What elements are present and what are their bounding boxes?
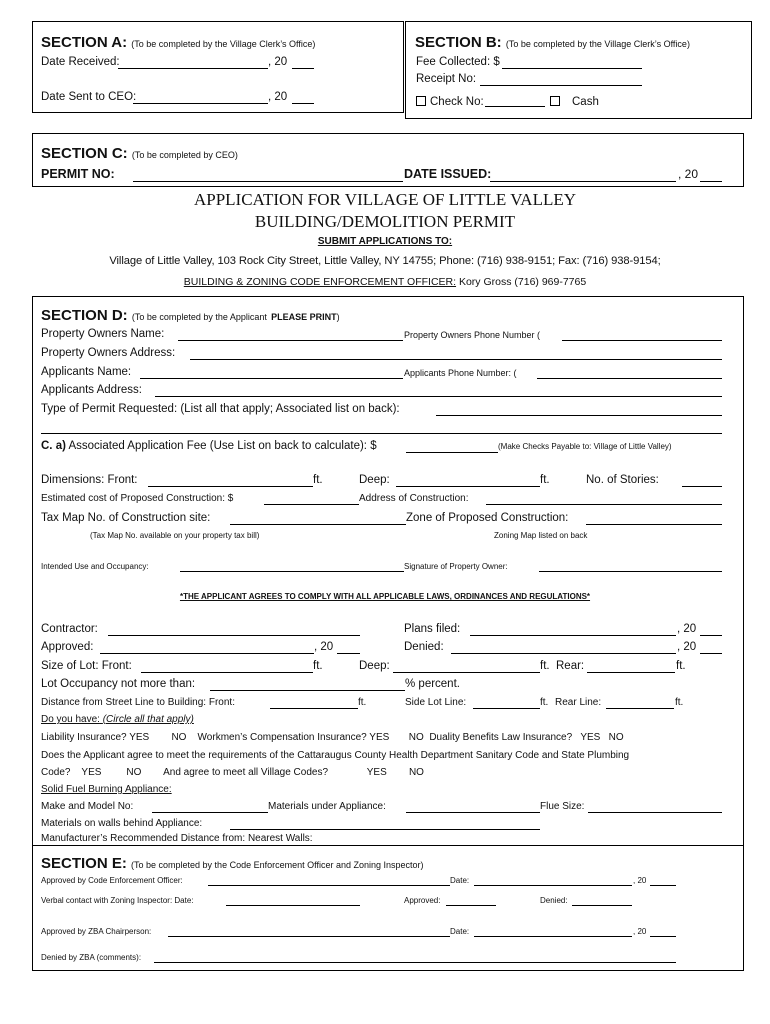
approved-label: Approved: [41, 641, 94, 653]
owner-name-label: Property Owners Name: [41, 328, 165, 340]
est-cost-label: Estimated cost of Proposed Construction: $ [41, 493, 234, 504]
applicant-phone-field[interactable] [537, 378, 722, 379]
zba-approved-label: Approved by ZBA Chairperson: [41, 927, 152, 936]
verbal-contact-date-field[interactable] [226, 905, 360, 906]
check-no-option[interactable]: Check No: [416, 96, 484, 109]
distance-front-field[interactable] [270, 708, 358, 709]
date-received-field[interactable] [118, 68, 268, 69]
fee-collected-field[interactable] [502, 68, 642, 69]
owner-name-field[interactable] [178, 340, 403, 341]
section-c-title: SECTION C: (To be completed by CEO) [41, 145, 238, 162]
date-sent-label: Date Sent to CEO: [41, 91, 137, 103]
solid-fuel-heading: Solid Fuel Burning Appliance: [41, 784, 172, 795]
section-b-title: SECTION B: (To be completed by the Village Clerk’s Office) [415, 34, 690, 51]
zba-date-field[interactable] [474, 936, 632, 937]
fee-collected-label: Fee Collected: $ [416, 56, 500, 68]
agree-statement: *THE APPLICANT AGREES TO COMPLY WITH ALL APPLICABLE LAWS, ORDINANCES AND REGULATIONS* [179, 592, 591, 601]
date-sent-year-field[interactable] [292, 103, 314, 104]
dim-front-field[interactable] [148, 486, 313, 487]
zba-date-year-field[interactable] [650, 936, 676, 937]
lot-deep-field[interactable] [393, 672, 540, 673]
date-sent-year: , 20 [268, 91, 288, 103]
dim-deep-ft: ft. [540, 474, 550, 486]
flue-size-label: Flue Size: [540, 801, 585, 812]
check-no-checkbox[interactable] [416, 96, 426, 106]
make-model-label: Make and Model No: [41, 801, 134, 812]
side-lot-field[interactable] [473, 708, 540, 709]
plans-filed-field[interactable] [470, 635, 676, 636]
ceo-date-label: Date: [450, 876, 470, 885]
permit-no-label: PERMIT NO: [41, 167, 115, 181]
permit-type-field-2[interactable] [41, 433, 722, 434]
contractor-label: Contractor: [41, 623, 98, 635]
zba-date-year: , 20 [633, 927, 647, 936]
zba-approved-field[interactable] [168, 936, 450, 937]
construction-address-label: Address of Construction: [359, 493, 469, 504]
date-issued-year: , 20 [678, 167, 699, 181]
applicant-address-label: Applicants Address: [41, 384, 143, 396]
page-subtitle: BUILDING/DEMOLITION PERMIT [254, 212, 516, 231]
materials-under-field[interactable] [406, 812, 540, 813]
applicant-name-field[interactable] [140, 378, 403, 379]
materials-walls-field[interactable] [230, 829, 540, 830]
signature-label: Signature of Property Owner: [404, 562, 508, 571]
cash-option[interactable]: Cash [550, 96, 599, 109]
date-received-year: , 20 [268, 56, 288, 68]
denied-field[interactable] [451, 653, 676, 654]
application-fee-field[interactable] [406, 452, 498, 453]
lot-occupancy-field[interactable] [210, 690, 405, 691]
ceo-date-year-field[interactable] [650, 885, 676, 886]
dim-deep-field[interactable] [396, 486, 540, 487]
receipt-no-label: Receipt No: [416, 73, 477, 85]
denied-year-field[interactable] [700, 653, 722, 654]
est-cost-field[interactable] [264, 504, 359, 505]
insurance-line[interactable]: Liability Insurance? YES NO Workmen’s Compensation Insurance? YES NO Duality Benefits Law Insurance? YES NO [41, 732, 624, 743]
receipt-no-field[interactable] [480, 85, 642, 86]
rear-line-label: Rear Line: [555, 697, 602, 708]
plans-filed-year: , 20 [677, 623, 697, 635]
zba-denied-label: Denied by ZBA (comments): [41, 953, 142, 962]
officer-line: BUILDING & ZONING CODE ENFORCEMENT OFFICER: Kory Gross (716) 969-7765 [183, 276, 587, 288]
stories-label: No. of Stories: [586, 474, 659, 486]
denied-year: , 20 [677, 641, 697, 653]
zone-label: Zone of Proposed Construction: [406, 512, 569, 524]
rear-line-ft: ft. [675, 697, 684, 708]
rear-line-field[interactable] [606, 708, 674, 709]
lot-occupancy-label: Lot Occupancy not more than: [41, 678, 196, 690]
denied-label: Denied: [404, 641, 444, 653]
materials-walls-label: Materials on walls behind Appliance: [41, 818, 203, 829]
lot-deep-label: Deep: [359, 660, 390, 672]
cash-checkbox[interactable] [550, 96, 560, 106]
owner-address-label: Property Owners Address: [41, 347, 176, 359]
dim-deep-label: Deep: [359, 474, 390, 486]
health-code-line-2[interactable]: Code? YES NO And agree to meet all Village Codes? YES NO [41, 767, 424, 778]
side-lot-label: Side Lot Line: [405, 697, 467, 708]
make-model-field[interactable] [152, 812, 268, 813]
construction-address-field[interactable] [486, 504, 722, 505]
zba-date-label: Date: [450, 927, 470, 936]
dim-front-label: Dimensions: Front: [41, 474, 138, 486]
approved-year: , 20 [314, 641, 334, 653]
side-lot-ft: ft. [540, 697, 549, 708]
intended-use-field[interactable] [180, 571, 404, 572]
date-issued-label: DATE ISSUED: [404, 167, 492, 181]
verbal-contact-label: Verbal contact with Zoning Inspector: Date: [41, 896, 194, 905]
date-issued-field[interactable] [490, 181, 676, 182]
ceo-approved-field[interactable] [208, 885, 450, 886]
tax-map-field[interactable] [230, 524, 406, 525]
contractor-field[interactable] [108, 635, 360, 636]
ceo-approved-label: Approved by Code Enforcement Officer: [41, 876, 183, 885]
date-sent-field[interactable] [133, 103, 268, 104]
verbal-denied-field[interactable] [572, 905, 632, 906]
health-code-line-1: Does the Applicant agree to meet the requirements of the Cattaraugus County Health Department Sanitary Code and State Plumbing [41, 750, 630, 761]
zoning-note: Zoning Map listed on back [494, 531, 588, 540]
materials-under-label: Materials under Appliance: [268, 801, 386, 812]
percent-label: % percent. [405, 678, 460, 690]
owner-address-field[interactable] [190, 359, 722, 360]
dim-front-ft: ft. [313, 474, 323, 486]
do-you-have-label: Do you have: (Circle all that apply) [41, 714, 194, 725]
applicant-name-label: Applicants Name: [41, 366, 132, 378]
manufacturer-distance-label: Manufacturer’s Recommended Distance from: Nearest Walls: [41, 833, 313, 844]
applicant-address-field[interactable] [155, 396, 722, 397]
tax-map-label: Tax Map No. of Construction site: [41, 512, 211, 524]
date-issued-year-field[interactable] [700, 181, 722, 182]
permit-no-field[interactable] [133, 181, 403, 182]
owner-phone-field[interactable] [562, 340, 722, 341]
verbal-denied-label: Denied: [540, 896, 568, 905]
section-a-title: SECTION A: (To be completed by the Village Clerk’s Office) [41, 34, 316, 51]
lot-front-field[interactable] [141, 672, 313, 673]
verbal-approved-label: Approved: [404, 896, 441, 905]
lot-rear-label: Rear: [556, 660, 585, 672]
fee-line: C. a) Associated Application Fee (Use List on back to calculate): $ [41, 440, 377, 452]
flue-size-field[interactable] [588, 812, 722, 813]
date-received-year-field[interactable] [292, 68, 314, 69]
tax-map-note: (Tax Map No. available on your property tax bill) [90, 531, 260, 540]
ceo-date-field[interactable] [474, 885, 632, 886]
page-title: APPLICATION FOR VILLAGE OF LITTLE VALLEY [193, 190, 577, 209]
stories-field[interactable] [682, 486, 722, 487]
date-received-label: Date Received: [41, 56, 120, 68]
verbal-approved-field[interactable] [446, 905, 496, 906]
plans-filed-label: Plans filed: [404, 623, 461, 635]
lot-rear-ft: ft. [676, 660, 686, 672]
lot-deep-ft: ft. [540, 660, 550, 672]
lot-front-label: Size of Lot: Front: [41, 660, 132, 672]
distance-front-ft: ft. [358, 697, 367, 708]
zba-denied-field[interactable] [154, 962, 676, 963]
village-address: Village of Little Valley, 103 Rock City Street, Little Valley, NY 14755; Phone: (716) 938-9151; Fax: (716) 938-9154; [109, 255, 661, 267]
distance-front-label: Distance from Street Line to Building: Front: [41, 697, 235, 708]
check-no-field[interactable] [485, 106, 545, 107]
owner-phone-label: Property Owners Phone Number ( [404, 330, 541, 340]
section-d-title: SECTION D: (To be completed by the Applicant PLEASE PRINT) [41, 307, 340, 324]
plans-filed-year-field[interactable] [700, 635, 722, 636]
applicant-phone-label: Applicants Phone Number: ( [404, 368, 517, 378]
permit-type-label: Type of Permit Requested: (List all that apply; Associated list on back): [41, 403, 400, 415]
fee-note: (Make Checks Payable to: Village of Little Valley) [498, 442, 672, 451]
zone-field[interactable] [586, 524, 722, 525]
ceo-date-year: , 20 [633, 876, 647, 885]
approved-field[interactable] [100, 653, 314, 654]
intended-use-label: Intended Use and Occupancy: [41, 562, 149, 571]
lot-front-ft: ft. [313, 660, 323, 672]
signature-field[interactable] [539, 571, 722, 572]
submit-heading: SUBMIT APPLICATIONS TO: [317, 236, 453, 247]
permit-type-field[interactable] [436, 415, 722, 416]
lot-rear-field[interactable] [587, 672, 675, 673]
section-e-title: SECTION E: (To be completed by the Code Enforcement Officer and Zoning Inspector) [41, 855, 424, 872]
approved-year-field[interactable] [337, 653, 360, 654]
